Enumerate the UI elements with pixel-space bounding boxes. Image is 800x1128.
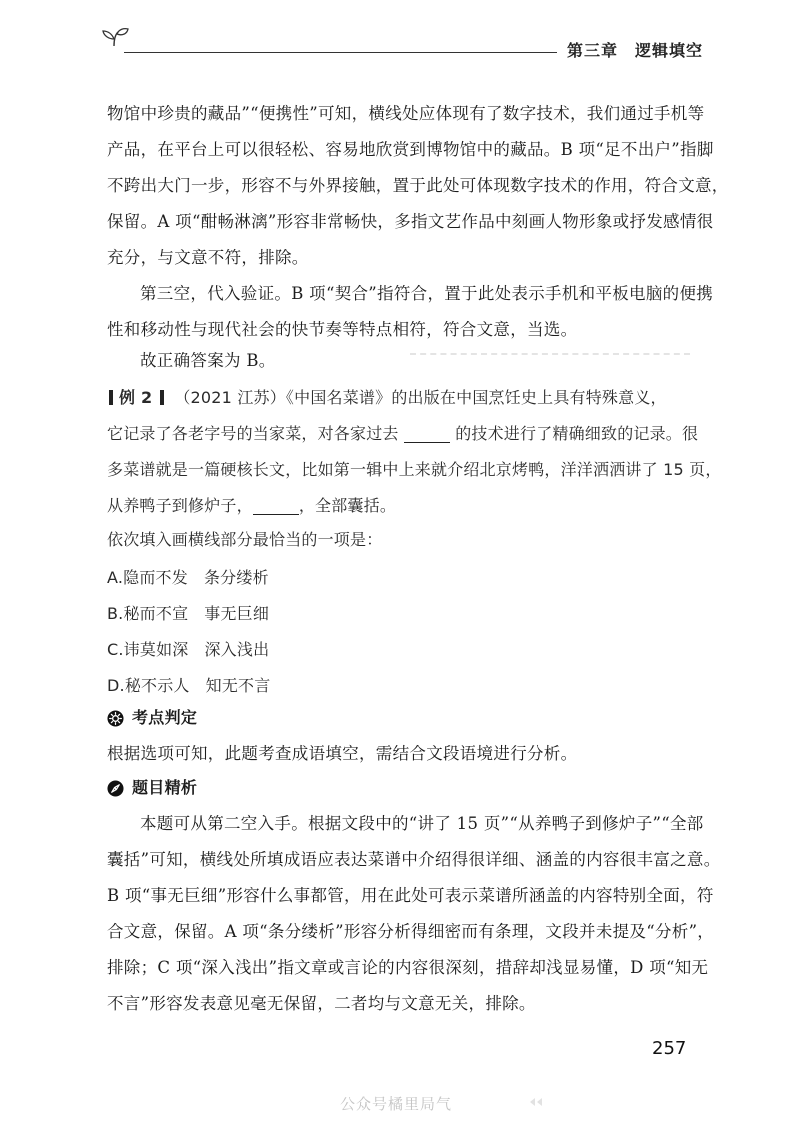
- blank-2: [253, 496, 299, 515]
- answer-paragraph: [107, 343, 697, 379]
- example-bracket-right: [160, 390, 164, 405]
- text-line: 排除；C 项“深入浅出”指文章或言论的内容很深刻，措辞却浅显易懂，D 项“知无: [107, 958, 709, 977]
- example-label: 例 2: [119, 388, 153, 407]
- compass-icon: [107, 780, 124, 797]
- faint-artifact: [410, 353, 690, 358]
- text-line: 性和移动性与现代社会的快节奏等特点相符，符合文意，当选。: [107, 320, 578, 339]
- chapter-title: 第三章 逻辑填空: [567, 41, 704, 60]
- example-text: 的技术进行了精确细致的记录。很: [455, 424, 699, 443]
- text-line: B 项“事无巨细”形容什么事都管，用在此处可表示菜谱所涵盖的内容特别全面，符: [107, 886, 714, 905]
- example-source: （2021 江苏）: [174, 388, 286, 407]
- text-line: 物馆中珍贵的藏品”“便携性”可知，横线处应体现有了数字技术，我们通过手机等: [107, 104, 705, 123]
- text-line: 产品，在平台上可以很轻松、容易地欣赏到博物馆中的藏品。B 项“足不出户”指脚: [107, 140, 714, 159]
- example-bracket-left: [109, 390, 113, 405]
- text-line: 充分，与文意不符，排除。: [107, 248, 309, 267]
- example-line: 多菜谱就是一篇硬核长文，比如第一辑中上来就介绍北京烤鸭，洋洋洒洒讲了 15 页，: [107, 460, 722, 479]
- text-line: 不言”形容发表意见毫无保留，二者均与文意无关，排除。: [107, 994, 536, 1013]
- sprout-icon: [100, 26, 130, 48]
- kaodian-text: 根据选项可知，此题考查成语填空，需结合文段语境进行分析。: [107, 744, 578, 763]
- option-d: D.秘不示人 知无不言: [107, 676, 271, 695]
- example-2-question: [107, 380, 722, 524]
- jingxi-paragraph: [107, 806, 721, 1022]
- example-heading-line: [107, 380, 697, 416]
- analysis-paragraph-2: [107, 276, 714, 348]
- watermark-text: 公众号橘里局气: [340, 1095, 453, 1113]
- page-number: 257: [652, 1038, 687, 1059]
- text-line: 第三空，代入验证。B 项“契合”指符合，置于此处表示手机和平板电脑的便携: [140, 284, 714, 303]
- options-list: [107, 560, 697, 704]
- example-line: [107, 488, 697, 524]
- header-rule: [124, 52, 557, 53]
- example-text: ，全部囊括。: [298, 496, 397, 515]
- jingxi-heading: [107, 770, 697, 806]
- question-stem: [107, 522, 697, 558]
- text-line: 囊括”可知，横线处所填成语应表达菜谱中介绍得很详细、涵盖的内容很丰富之意。: [107, 850, 721, 869]
- sun-gear-icon: [107, 710, 124, 727]
- example-text: 它记录了各老字号的当家菜，对各家过去: [107, 424, 399, 443]
- example-text: 从养鸭子到修炉子，: [107, 496, 253, 515]
- blank-1: [404, 424, 450, 443]
- option-a: A.隐而不发 条分缕析: [107, 568, 269, 587]
- answer-text: 故正确答案为 B。: [140, 351, 276, 370]
- kaodian-title: 考点判定: [132, 708, 198, 727]
- option-c: C.讳莫如深 深入浅出: [107, 640, 270, 659]
- example-line: [107, 416, 697, 452]
- text-line: 不跨出大门一步，形容不与外界接触，置于此处可体现数字技术的作用，符合文意，: [107, 176, 729, 195]
- question-prompt: 依次填入画横线部分最恰当的一项是：: [107, 530, 383, 549]
- analysis-paragraph-1: [107, 96, 729, 276]
- option-b: B.秘而不宣 事无巨细: [107, 604, 270, 623]
- text-line: 合文意，保留。A 项“条分缕析”形容分析得细密而有条理，文段并未提及“分析”，: [107, 922, 715, 941]
- kaodian-heading: [107, 700, 697, 736]
- example-text: 《中国名菜谱》的出版在中国烹饪史上具有特殊意义，: [285, 388, 667, 407]
- text-line: 保留。A 项“酣畅淋漓”形容非常畅快，多指文艺作品中刻画人物形象或抒发感情很: [107, 212, 714, 231]
- kaodian-section: [107, 700, 697, 772]
- jingxi-section: [107, 770, 697, 806]
- jingxi-title: 题目精析: [132, 778, 198, 797]
- text-line: 本题可从第二空入手。根据文段中的“讲了 15 页”“从养鸭子到修炉子”“全部: [140, 814, 704, 833]
- watermark-icon: [528, 1095, 550, 1109]
